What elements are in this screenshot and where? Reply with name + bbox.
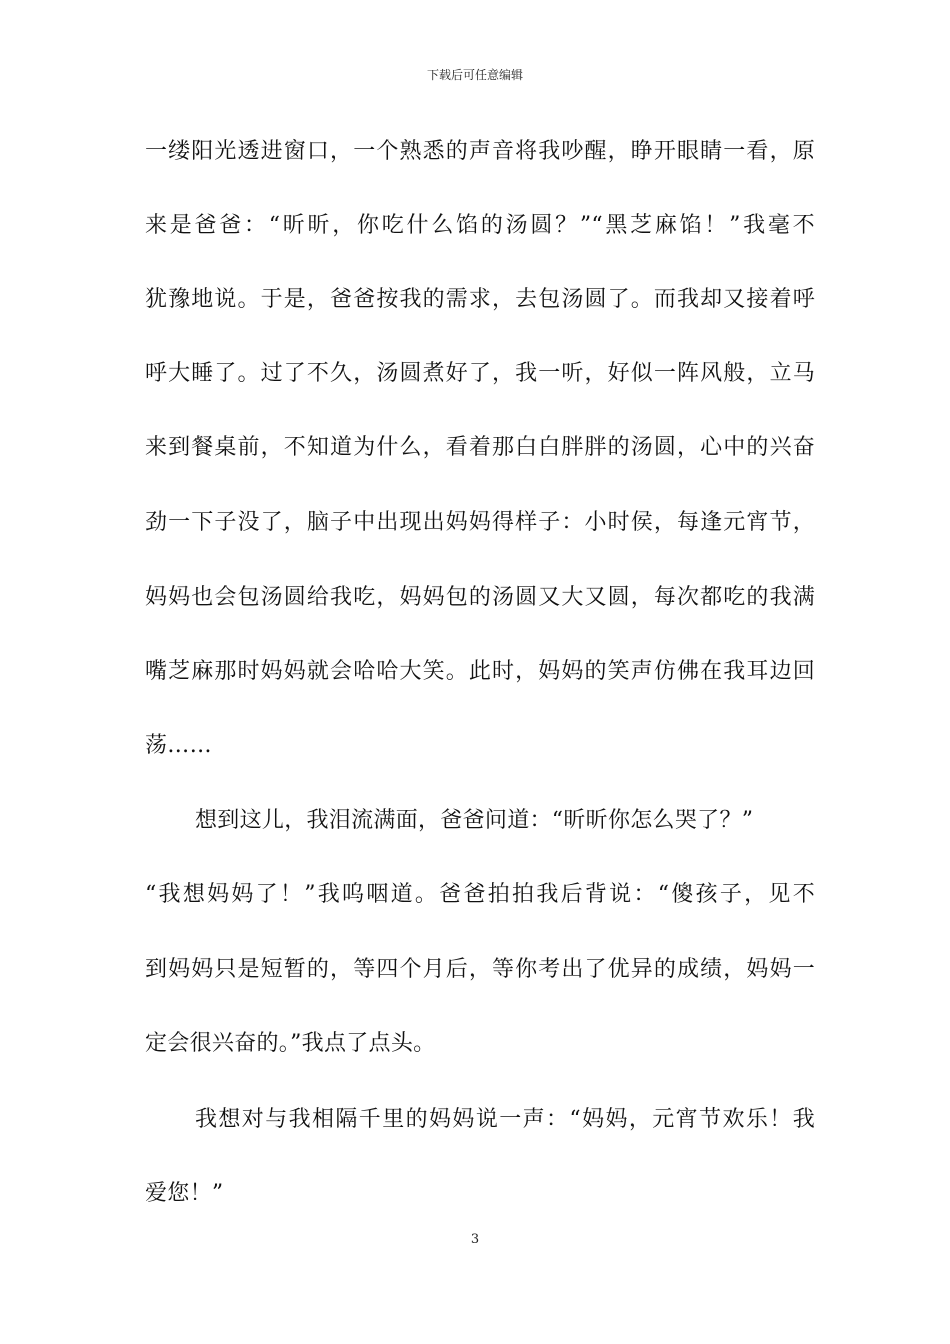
page-header: 下载后可任意编辑 — [426, 68, 523, 82]
text-line-5: 来到餐桌前，不知道为什么，看着那白白胖胖的汤圆，心中的兴奋 — [145, 435, 815, 460]
text-line-15: 爱您！” — [145, 1181, 224, 1206]
text-line-13: 定会很兴奋的。”我点了点头。 — [145, 1031, 436, 1056]
text-line-14: 我想对与我相隔千里的妈妈说一声：“妈妈，元宵节欢乐！我 — [195, 1107, 815, 1132]
text-line-12: 到妈妈只是短暂的，等四个月后，等你考出了优异的成绩，妈妈一 — [145, 957, 815, 982]
text-line-10: 想到这儿，我泪流满面，爸爸问道：“昕昕你怎么哭了？” — [195, 808, 754, 833]
text-line-2: 来是爸爸：“昕昕，你吃什么馅的汤圆？”“黑芝麻馅！”我毫不 — [145, 213, 815, 238]
text-line-4: 呼大睡了。过了不久，汤圆煮好了，我一听，好似一阵风般，立马 — [145, 361, 815, 386]
text-line-6: 劲一下子没了，脑子中出现出妈妈得样子：小时侯，每逢元宵节， — [145, 510, 815, 535]
text-line-8: 嘴芝麻那时妈妈就会哈哈大笑。此时，妈妈的笑声仿佛在我耳边回 — [145, 659, 815, 684]
text-line-7: 妈妈也会包汤圆给我吃，妈妈包的汤圆又大又圆，每次都吃的我满 — [145, 585, 815, 610]
text-line-1: 一缕阳光透进窗口，一个熟悉的声音将我吵醒，睁开眼睛一看，原 — [145, 139, 815, 164]
text-line-9: 荡…… — [145, 733, 212, 758]
page-number: 3 — [470, 1232, 480, 1247]
text-line-11: “我想妈妈了！”我呜咽道。爸爸拍拍我后背说：“傻孩子，见不 — [145, 882, 815, 907]
text-line-3: 犹豫地说。于是，爸爸按我的需求，去包汤圆了。而我却又接着呼 — [145, 287, 815, 312]
